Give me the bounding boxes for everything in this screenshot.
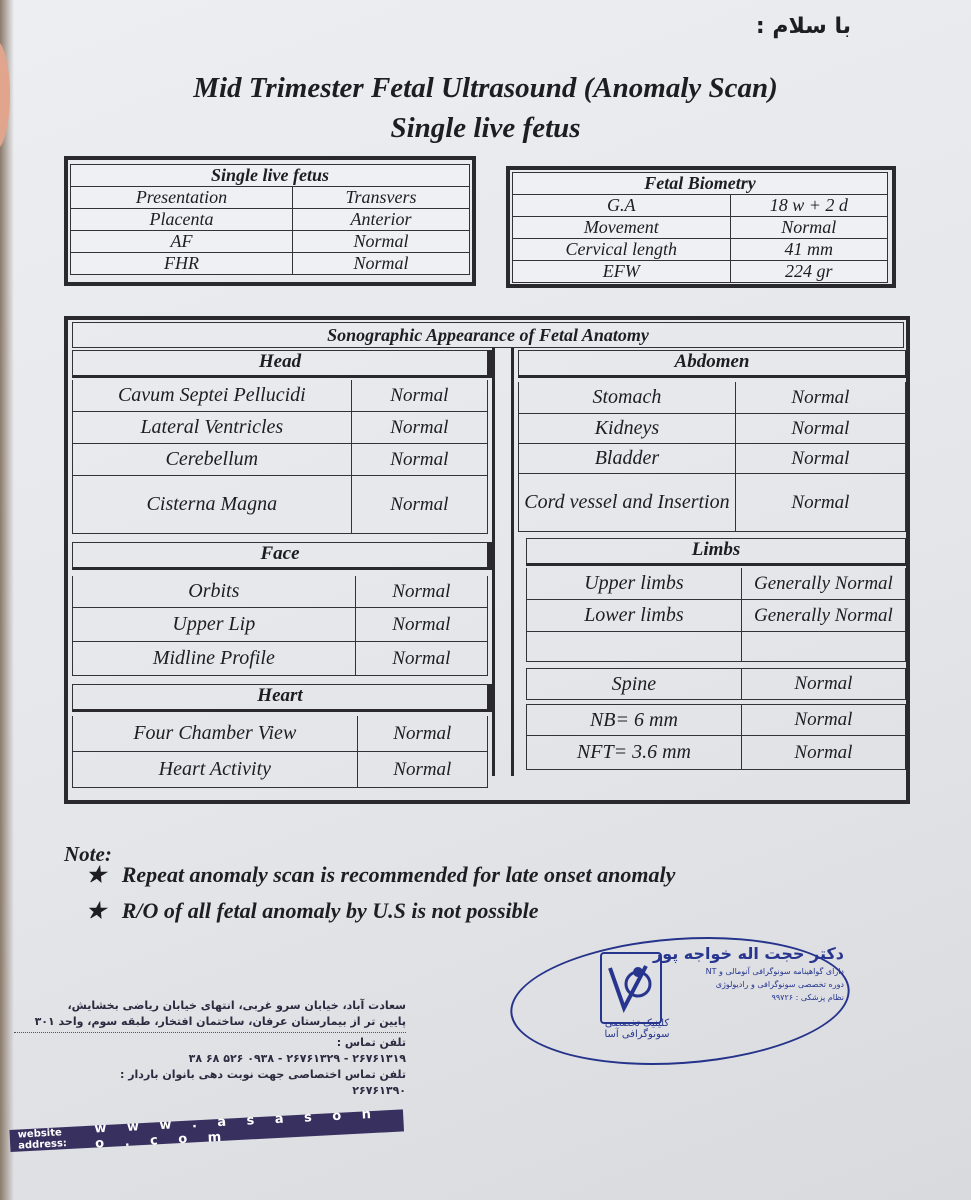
row-label: Upper limbs xyxy=(527,568,742,599)
row-value: Normal xyxy=(292,253,469,275)
single-fetus-table xyxy=(70,164,470,275)
report-subtitle: Single live fetus xyxy=(390,112,581,144)
row-value: Generally Normal xyxy=(754,604,893,626)
phone-label: تلفن تماس : xyxy=(336,1036,406,1049)
row-label: Stomach xyxy=(519,382,736,413)
single-fetus-header: Single live fetus xyxy=(71,165,470,187)
table-row xyxy=(72,608,488,642)
row-label: Heart Activity xyxy=(73,752,358,787)
row-label: Presentation xyxy=(71,187,293,209)
private-phone: ۲۶۷۶۱۳۹۰ xyxy=(352,1084,406,1097)
anatomy-divider xyxy=(492,348,514,776)
table-row xyxy=(72,380,488,412)
website-url[interactable]: w w w . a s a s o n o . c o m xyxy=(94,1106,380,1152)
table-row xyxy=(72,476,488,534)
row-value: Normal xyxy=(791,386,850,408)
table-row xyxy=(518,414,906,444)
limbs-header: Limbs xyxy=(526,538,910,566)
report-title: Mid Trimester Fetal Ultrasound (Anomaly Scan) xyxy=(193,72,778,104)
row-label: Midline Profile xyxy=(73,642,356,675)
page-edge-shadow xyxy=(0,0,14,1200)
row-value: Normal xyxy=(392,613,451,635)
row-label: Cord vessel and Insertion xyxy=(519,474,736,531)
row-value: Normal xyxy=(791,417,850,439)
table-row xyxy=(526,736,910,770)
greeting: با سلام : xyxy=(755,14,851,39)
row-value: Normal xyxy=(794,673,853,694)
note-text: Repeat anomaly scan is recommended for late onset anomaly xyxy=(121,862,676,887)
address-line: پایین تر از بیمارستان عرفان، ساختمان افتخار، طبقه سوم، واحد ۳۰۱ xyxy=(34,1015,406,1028)
stamp-doctor-name: دکتر حجت اله خواجه پور xyxy=(652,944,844,963)
table-row xyxy=(513,239,888,261)
table-row xyxy=(526,632,906,662)
heart-header: Heart xyxy=(72,684,492,712)
row-value: Generally Normal xyxy=(754,572,893,594)
anatomy-title: Sonographic Appearance of Fetal Anatomy xyxy=(72,322,904,348)
row-label: Cervical length xyxy=(513,239,731,261)
row-label: Cerebellum xyxy=(73,444,352,475)
biometry-header: Fetal Biometry xyxy=(513,173,888,195)
row-value: Normal xyxy=(390,384,449,406)
stamp-clinic-name: کلینیک تخصصی سونوگرافی آسا xyxy=(604,1018,670,1040)
row-value: Normal xyxy=(393,758,452,780)
row-value: Normal xyxy=(392,647,451,669)
footer-contact xyxy=(14,998,406,1099)
abdomen-header: Abdomen xyxy=(518,350,910,378)
table-row xyxy=(513,217,888,239)
row-value: Anterior xyxy=(292,209,469,231)
row-value: 41 mm xyxy=(730,239,887,261)
row-value: Normal xyxy=(791,491,850,513)
row-label: Cisterna Magna xyxy=(73,476,352,533)
table-row xyxy=(72,444,488,476)
stamp-line: دوره تخصصی سونوگرافی و رادیولوژی xyxy=(715,980,844,989)
table-row xyxy=(71,209,470,231)
row-value: Normal xyxy=(791,447,850,469)
row-value: Normal xyxy=(730,217,887,239)
row-label: Spine xyxy=(527,669,742,699)
row-label: Kidneys xyxy=(519,414,736,443)
website-bar xyxy=(9,1106,404,1152)
stamp-line: نظام پزشکی : ۹۹۷۲۶ xyxy=(771,993,844,1002)
table-row xyxy=(518,474,906,532)
table-row xyxy=(526,668,910,700)
table-row xyxy=(71,231,470,253)
row-label: NB= 6 mm xyxy=(527,705,742,735)
face-header: Face xyxy=(72,542,492,570)
row-label: Bladder xyxy=(519,444,736,473)
star-icon: ★ xyxy=(86,898,106,923)
row-label: FHR xyxy=(71,253,293,275)
note-title: Note: xyxy=(64,842,112,866)
table-row xyxy=(526,600,906,632)
table-row xyxy=(513,261,888,283)
row-label: Upper Lip xyxy=(73,608,356,641)
row-label: AF xyxy=(71,231,293,253)
table-row xyxy=(526,568,906,600)
row-label: Lateral Ventricles xyxy=(73,412,352,443)
table-row xyxy=(526,704,910,736)
row-value: Normal xyxy=(390,493,449,515)
note-text: R/O of all fetal anomaly by U.S is not possible xyxy=(121,898,539,923)
head-header: Head xyxy=(72,350,492,378)
star-icon: ★ xyxy=(86,862,106,887)
biometry-table xyxy=(512,172,888,283)
row-value: Normal xyxy=(794,709,853,730)
row-value: Normal xyxy=(390,448,449,470)
row-value: Normal xyxy=(392,580,451,602)
row-label: G.A xyxy=(513,195,731,217)
row-value: Normal xyxy=(390,416,449,438)
stamp-line: دارای گواهینامه سونوگرافی آنومالی و NT xyxy=(705,967,844,976)
row-value: Normal xyxy=(794,741,853,763)
row-label: Lower limbs xyxy=(527,600,742,631)
row-value: Transvers xyxy=(292,187,469,209)
row-label: NFT= 3.6 mm xyxy=(527,736,742,769)
note-item xyxy=(86,862,675,888)
table-row xyxy=(72,412,488,444)
divider xyxy=(14,1032,406,1033)
address-line: سعادت آباد، خیابان سرو غربی، انتهای خیابان ریاضی بخشایش، xyxy=(67,999,406,1012)
row-value: 224 gr xyxy=(730,261,887,283)
table-row xyxy=(72,642,488,676)
table-row xyxy=(72,716,488,752)
row-label: Cavum Septei Pellucidi xyxy=(73,380,352,411)
row-value: 18 w + 2 d xyxy=(730,195,887,217)
row-label: Orbits xyxy=(73,576,356,607)
doctor-stamp xyxy=(596,940,850,1060)
row-value xyxy=(742,632,905,661)
table-row xyxy=(72,752,488,788)
row-label: Four Chamber View xyxy=(73,716,358,751)
website-label: website address: xyxy=(17,1127,68,1152)
row-value: Normal xyxy=(393,722,452,744)
row-label xyxy=(527,632,742,661)
note-item xyxy=(86,898,539,924)
table-row xyxy=(71,187,470,209)
private-phone-label: تلفن تماس اختصاصی جهت نوبت دهی بانوان باردار : xyxy=(119,1068,406,1081)
table-row xyxy=(71,253,470,275)
row-value: Normal xyxy=(292,231,469,253)
table-row xyxy=(518,382,906,414)
row-label: Placenta xyxy=(71,209,293,231)
row-label: Movement xyxy=(513,217,731,239)
phone-numbers: ۲۶۷۶۱۳۱۹ - ۲۶۷۶۱۳۲۹ - ۰۹۳۸ ۵۲۶ ۶۸ ۳۸ xyxy=(188,1052,406,1065)
row-label: EFW xyxy=(513,261,731,283)
table-row xyxy=(518,444,906,474)
table-row xyxy=(72,576,488,608)
table-row xyxy=(513,195,888,217)
